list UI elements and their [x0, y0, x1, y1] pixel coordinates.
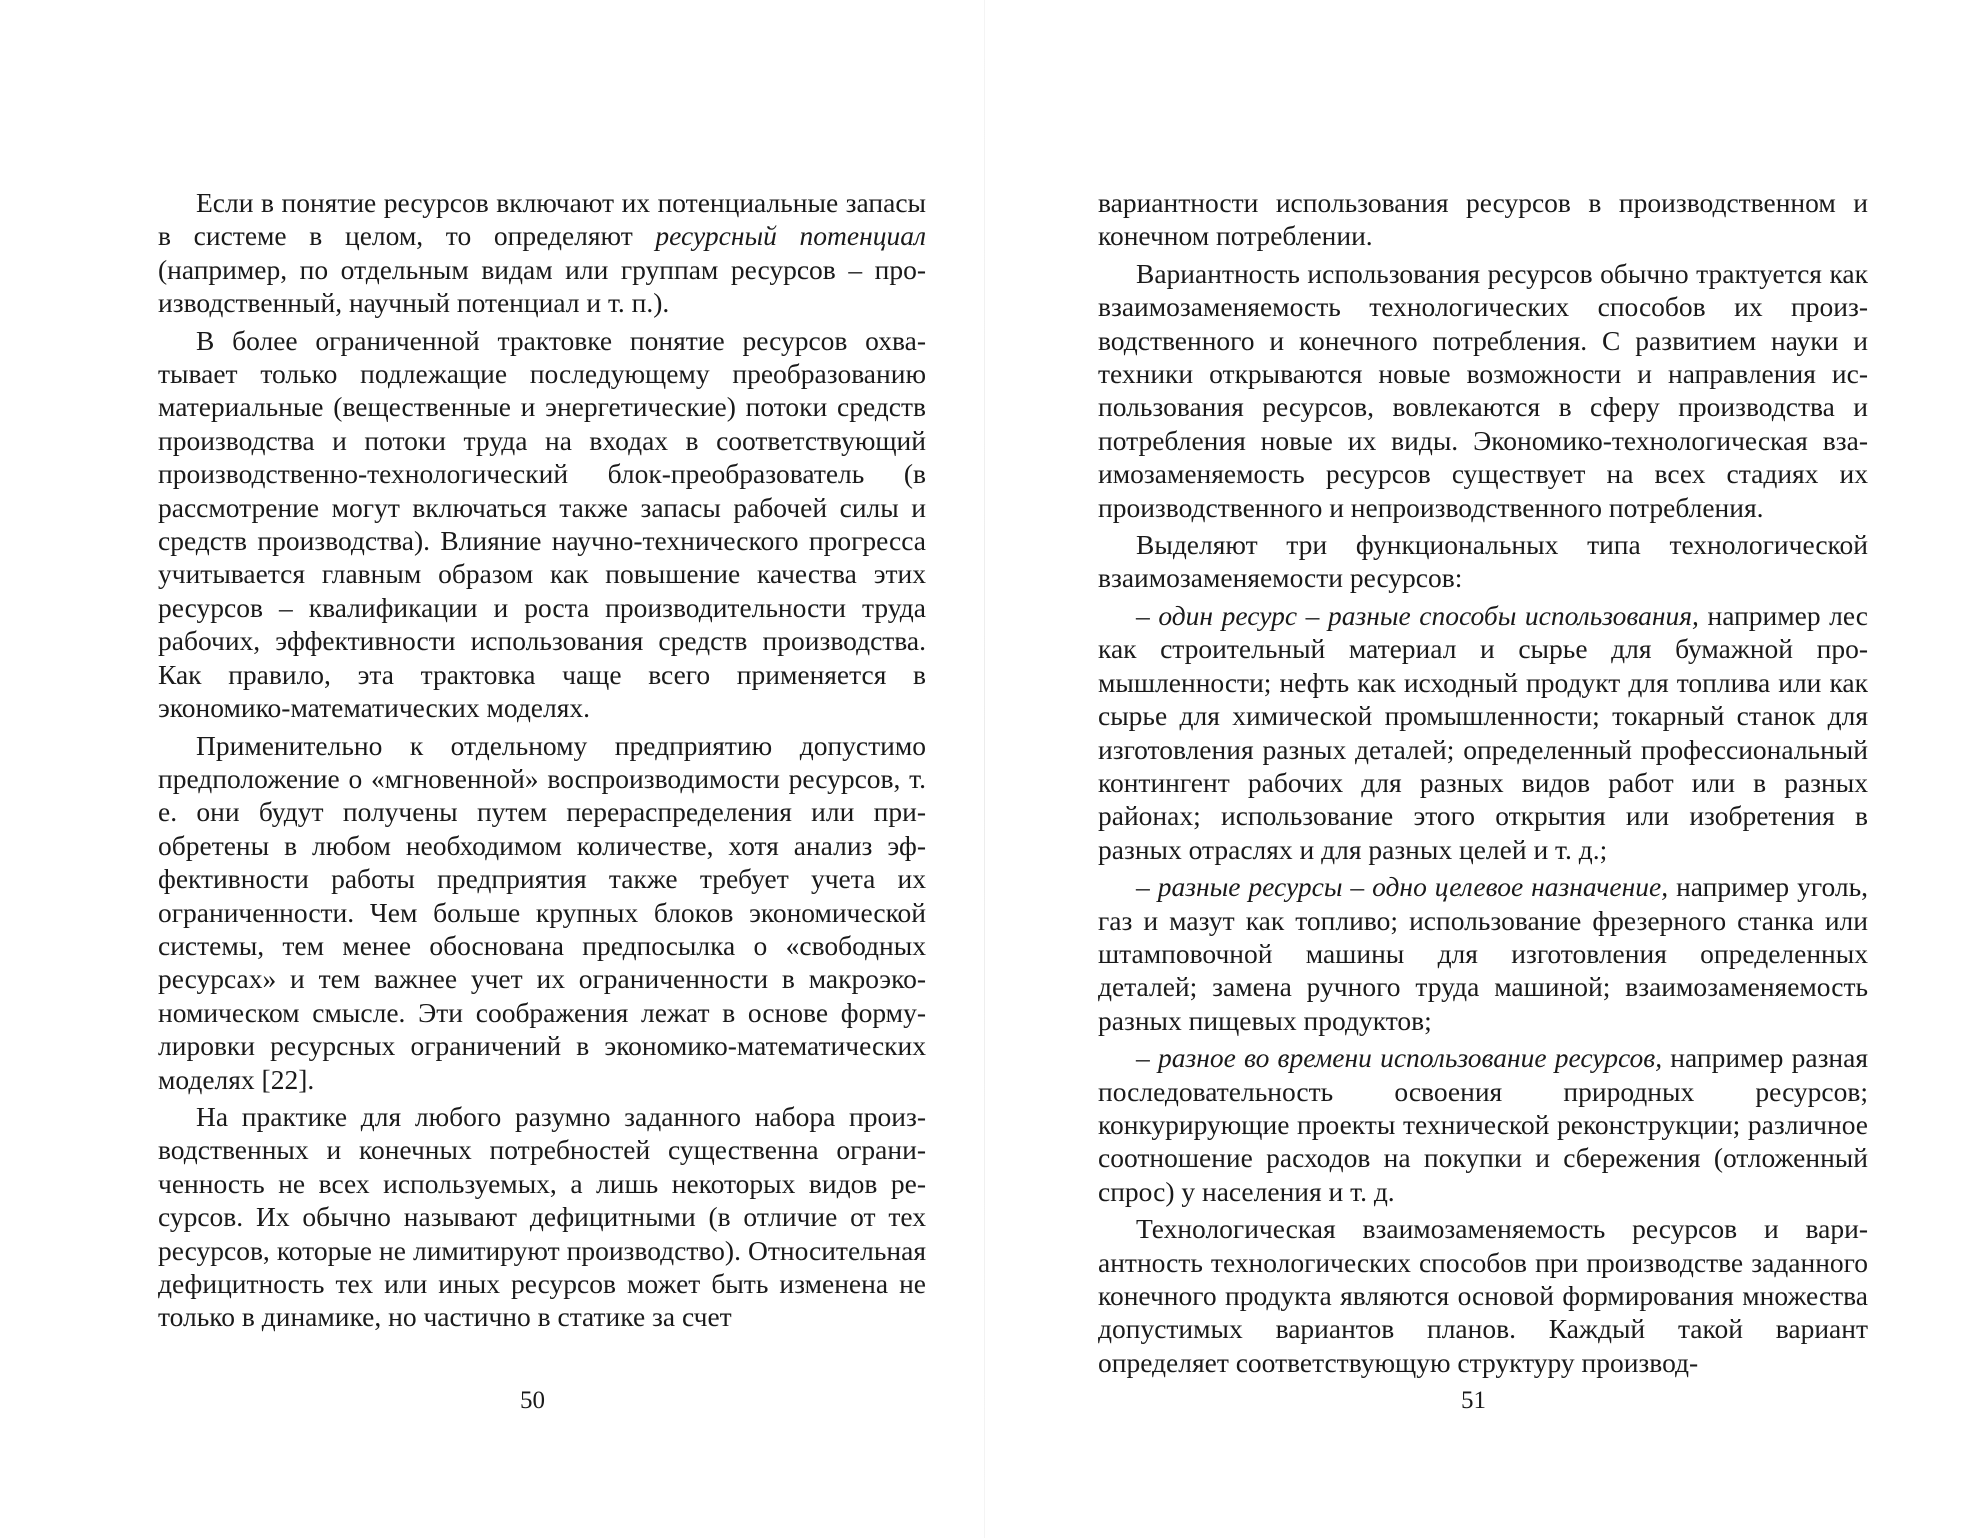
list-item: – разное во времени использование ресурсов, например разная последовательность освоения природных ресурсов; конкурирующие проекты технической реконструкции; различное соотношение расходов на покупки и сбережения (отложенный спрос) у населения и т. д.	[1098, 1042, 1869, 1207]
right-page-text	[1098, 186, 1868, 1379]
paragraph: Применительно к отдельному предприятию допустимо предположение о «мгновенной» воспроизводимости ресурсов, т. е. они будут получены путем перераспределения или приобретены в любом необходимом количестве, хотя анализ эффективности работы предприятия также требует учета их ограниченности. Чем больше крупных блоков экономической системы, тем менее обоснована предпосылка о «свободных ресурсах» и тем важнее учет их ограниченности в макроэкономическом смысле. Эти соображения лежат в основе формулировки ресурсных ограничений в экономико-математических моделях [22].	[158, 729, 926, 1095]
left-page	[0, 0, 984, 1538]
italic-term: один ресурс – разные способы использования,	[1158, 599, 1699, 631]
paragraph: Если в понятие ресурсов включают их потенциальные запасы в системе в целом, то определяют ресурсный потенциал (например, по отдельным видам или группам ресурсов – производственный, научный потенциал и т. п.).	[158, 187, 926, 319]
paragraph: Технологическая взаимозаменяемость ресурсов и вариантность технологических способов при производстве заданного конечного продукта являются основой формирования множества допустимых вариантов планов. Каждый такой вариант определяет соответствующую структуру производ-	[1098, 1213, 1868, 1378]
paragraph: В более ограниченной трактовке понятие ресурсов охватывает только подлежащие последующему преобразованию материальные (вещественные и энергетические) потоки средств производства и потоки труда на входах в соответствующий производственно-технологический блок-преобразователь (в рассмотрение могут включаться также запасы рабочей силы и средств производства). Влияние научно-технического прогресса учитывается главным образом как повышение качества этих ресурсов – квалификации и роста производительности труда рабочих, эффективности использования средств производства. Как правило, эта трактовка чаще всего применяется в экономико-математических моделях.	[158, 324, 926, 724]
italic-term: ресурсный потенциал	[655, 220, 926, 252]
right-page	[985, 0, 1969, 1538]
list-item: – один ресурс – разные способы использования, например лес как строительный материал и сырье для бумажной промышленности; нефть как исходный продукт для топлива или как сырье для химической промышленности; токарный станок для изготовления разных деталей; определенный профессиональный контингент рабочих для разных видов работ или в разных районах; использование этого открытия или изобретения в разных отраслях и для разных целей и т. д.;	[1098, 599, 1868, 865]
italic-term: разное во времени использование ресурсов,	[1157, 1042, 1663, 1074]
list-item: – разные ресурсы – одно целевое назначение, например уголь, газ и мазут как топливо; использование фрезерного станка или штамповочной машины для изготовления определенных деталей; замена ручного труда машиной; взаимозаменяемость разных пищевых продуктов;	[1098, 871, 1869, 1036]
left-page-text	[158, 186, 926, 1334]
paragraph: Выделяют три функциональных типа технологической взаимозаменяемости ресурсов:	[1098, 529, 1868, 594]
italic-term: разные ресурсы – одно целевое назначение,	[1157, 871, 1669, 903]
paragraph: Вариантность использования ресурсов обычно трактуется как взаимозаменяемость технологических способов их производственного и конечного потребления. С развитием науки и техники открываются новые возможности и направления использования ресурсов, вовлекаются в сферу производства и потребления новые их виды. Экономико-технологическая взаимозаменяемость ресурсов существует на всех стадиях их производственного и непроизводственного потребления.	[1098, 257, 1868, 523]
paragraph: На практике для любого разумно заданного набора производственных и конечных потребностей существенна ограниченность не всех используемых, а лишь некоторых видов ресурсов. Их обычно называют дефицитными (в отличие от тех ресурсов, которые не лимитируют производство). Относительная дефицитность тех или иных ресурсов может быть изменена не только в динамике, но частично в статике за счет	[158, 1100, 926, 1333]
page-number: 51	[1461, 1387, 1486, 1414]
paragraph: вариантности использования ресурсов в производственном и конечном потреблении.	[1098, 187, 1868, 252]
page-number: 50	[520, 1387, 545, 1414]
